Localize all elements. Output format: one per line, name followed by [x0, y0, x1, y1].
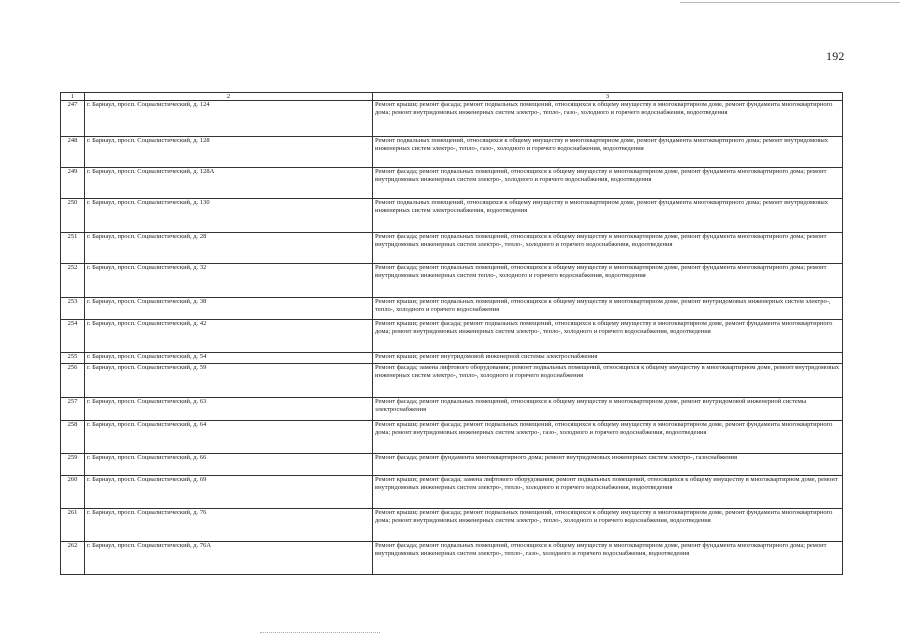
row-address: г. Барнаул, просп. Социалистический, д. 32 — [85, 264, 373, 298]
page-number: 192 — [826, 49, 845, 63]
row-number: 253 — [61, 298, 85, 320]
row-works: Ремонт фасада; ремонт фундамента многоквартирного дома; ремонт внутридомовых инженерных систем электро-, газоснабжения — [373, 454, 843, 476]
table-row — [61, 476, 843, 509]
row-number: 256 — [61, 364, 85, 398]
row-number: 250 — [61, 199, 85, 233]
row-works: Ремонт фасада; ремонт подвальных помещений, относящихся к общему имуществу в многоквартирном доме, ремонт фундамента многоквартирного дома; ремонт внутридомовых инженерных систем электро-, тепло-, газо-, холодного и горячего водоснабжения, водоотведения — [373, 542, 843, 575]
row-number: 251 — [61, 233, 85, 264]
row-number: 262 — [61, 542, 85, 575]
table-row — [61, 542, 843, 575]
row-address: г. Барнаул, просп. Социалистический, д. 64 — [85, 421, 373, 454]
table-row — [61, 168, 843, 199]
table-row — [61, 398, 843, 421]
row-address: г. Барнаул, просп. Социалистический, д. 54 — [85, 353, 373, 364]
row-works: Ремонт крыши; ремонт внутридомовой инженерной системы электроснабжения — [373, 353, 843, 364]
column-header-address: 2 — [85, 93, 373, 101]
row-number: 259 — [61, 454, 85, 476]
row-address: г. Барнаул, просп. Социалистический, д. 130 — [85, 199, 373, 233]
row-works: Ремонт фасада; ремонт подвальных помещений, относящихся к общему имуществу в многоквартирном доме, ремонт внутридомовой инженерной системы электроснабжения — [373, 398, 843, 421]
table-row — [61, 101, 843, 137]
row-address: г. Барнаул, просп. Социалистический, д. 63 — [85, 398, 373, 421]
row-address: г. Барнаул, просп. Социалистический, д. 76 — [85, 509, 373, 542]
row-number: 257 — [61, 398, 85, 421]
row-number: 254 — [61, 320, 85, 353]
row-address: г. Барнаул, просп. Социалистический, д. 76А — [85, 542, 373, 575]
row-number: 261 — [61, 509, 85, 542]
repair-works-table — [60, 92, 843, 575]
row-works: Ремонт фасада; ремонт подвальных помещений, относящихся к общему имуществу в многоквартирном доме, ремонт фундамента многоквартирного дома; ремонт внутридомовых инженерных систем электро-, тепло-, холодного и горячего водоснабжения, водоотведения — [373, 233, 843, 264]
row-address: г. Барнаул, просп. Социалистический, д. 28 — [85, 233, 373, 264]
row-address: г. Барнаул, просп. Социалистический, д. 128А — [85, 168, 373, 199]
row-address: г. Барнаул, просп. Социалистический, д. 42 — [85, 320, 373, 353]
scan-artifact-marks — [260, 632, 380, 633]
row-address: г. Барнаул, просп. Социалистический, д. 59 — [85, 364, 373, 398]
row-works: Ремонт крыши; ремонт фасада; замена лифтового оборудования; ремонт подвальных помещений, относящихся к общему имуществу в многоквартирном доме, ремонт внутридомовых инженерных систем электро-, тепло-, холодного и горячего водоснабжения, водоотведения — [373, 476, 843, 509]
row-works: Ремонт фасада; замена лифтового оборудования; ремонт подвальных помещений, относящихся к общему имуществу в многоквартирном доме, ремонт внутридомовых инженерных систем электро-, тепло-, холодного и горячего водоснабжения — [373, 364, 843, 398]
row-works: Ремонт крыши; ремонт фасада; ремонт подвальных помещений, относящихся к общему имуществу в многоквартирном доме, ремонт фундамента многоквартирного дома; ремонт внутридомовых инженерных систем электро-, тепло-, холодного и горячего водоснабжения, водоотведения — [373, 320, 843, 353]
table-row — [61, 509, 843, 542]
row-number: 248 — [61, 137, 85, 168]
row-number: 252 — [61, 264, 85, 298]
row-address: г. Барнаул, просп. Социалистический, д. 66 — [85, 454, 373, 476]
table-row — [61, 233, 843, 264]
row-number: 260 — [61, 476, 85, 509]
table-row — [61, 454, 843, 476]
row-works: Ремонт крыши; ремонт фасада; ремонт подвальных помещений, относящихся к общему имуществу в многоквартирном доме, ремонт фундамента многоквартирного дома; ремонт внутридомовых инженерных систем электро-, тепло-, газо-, холодного и горячего водоснабжения, водоотведения — [373, 101, 843, 137]
row-works: Ремонт фасада; ремонт подвальных помещений, относящихся к общему имуществу в многоквартирном доме, ремонт фундамента многоквартирного дома; ремонт внутридомовых инженерных систем тепло-, холодного и горячего водоснабжения, водоотведения — [373, 264, 843, 298]
row-works: Ремонт крыши; ремонт фасада; ремонт подвальных помещений, относящихся к общему имуществу в многоквартирном доме, ремонт фундамента многоквартирного дома; ремонт внутридомовых инженерных систем электро-, газо-, холодного и горячего водоснабжения, водоотведения — [373, 421, 843, 454]
scan-edge-line — [680, 2, 900, 3]
row-works: Ремонт подвальных помещений, относящихся к общему имуществу в многоквартирном доме, ремонт фундамента многоквартирного дома; ремонт внутридомовых инженерных систем электроснабжения, водоотведения — [373, 199, 843, 233]
row-works: Ремонт фасада; ремонт подвальных помещений, относящихся к общему имуществу в многоквартирном доме, ремонт фундамента многоквартирного дома; ремонт внутридомовых инженерных систем электро-, холодного и горячего водоснабжения, водоотведения — [373, 168, 843, 199]
row-address: г. Барнаул, просп. Социалистический, д. 69 — [85, 476, 373, 509]
row-number: 249 — [61, 168, 85, 199]
table-row — [61, 364, 843, 398]
row-works: Ремонт подвальных помещений, относящихся к общему имуществу в многоквартирном доме, ремонт фундамента многоквартирного дома; ремонт внутридомовых инженерных систем электро-, тепло-, газо-, холодного и горячего водоснабжения, водоотведения — [373, 137, 843, 168]
row-number: 258 — [61, 421, 85, 454]
table-row — [61, 320, 843, 353]
table-row — [61, 353, 843, 364]
row-works: Ремонт крыши; ремонт подвальных помещений, относящихся к общему имуществу в многоквартирном доме, ремонт внутридомовых инженерных систем электро-, тепло-, холодного и горячего водоснабжения — [373, 298, 843, 320]
column-header-works: 3 — [373, 93, 843, 101]
table-row — [61, 137, 843, 168]
row-address: г. Барнаул, просп. Социалистический, д. 128 — [85, 137, 373, 168]
table-header-row — [61, 93, 843, 101]
column-header-number: 1 — [61, 93, 85, 101]
row-address: г. Барнаул, просп. Социалистический, д. 38 — [85, 298, 373, 320]
table-row — [61, 199, 843, 233]
table-row — [61, 264, 843, 298]
row-address: г. Барнаул, просп. Социалистический, д. 124 — [85, 101, 373, 137]
table-row — [61, 298, 843, 320]
row-works: Ремонт крыши; ремонт фасада; ремонт подвальных помещений, относящихся к общему имуществу в многоквартирном доме, ремонт фундамента многоквартирного дома; ремонт внутридомовых инженерных систем электро-, тепло-, холодного и горячего водоснабжения, водоотведения — [373, 509, 843, 542]
table-row — [61, 421, 843, 454]
row-number: 247 — [61, 101, 85, 137]
row-number: 255 — [61, 353, 85, 364]
